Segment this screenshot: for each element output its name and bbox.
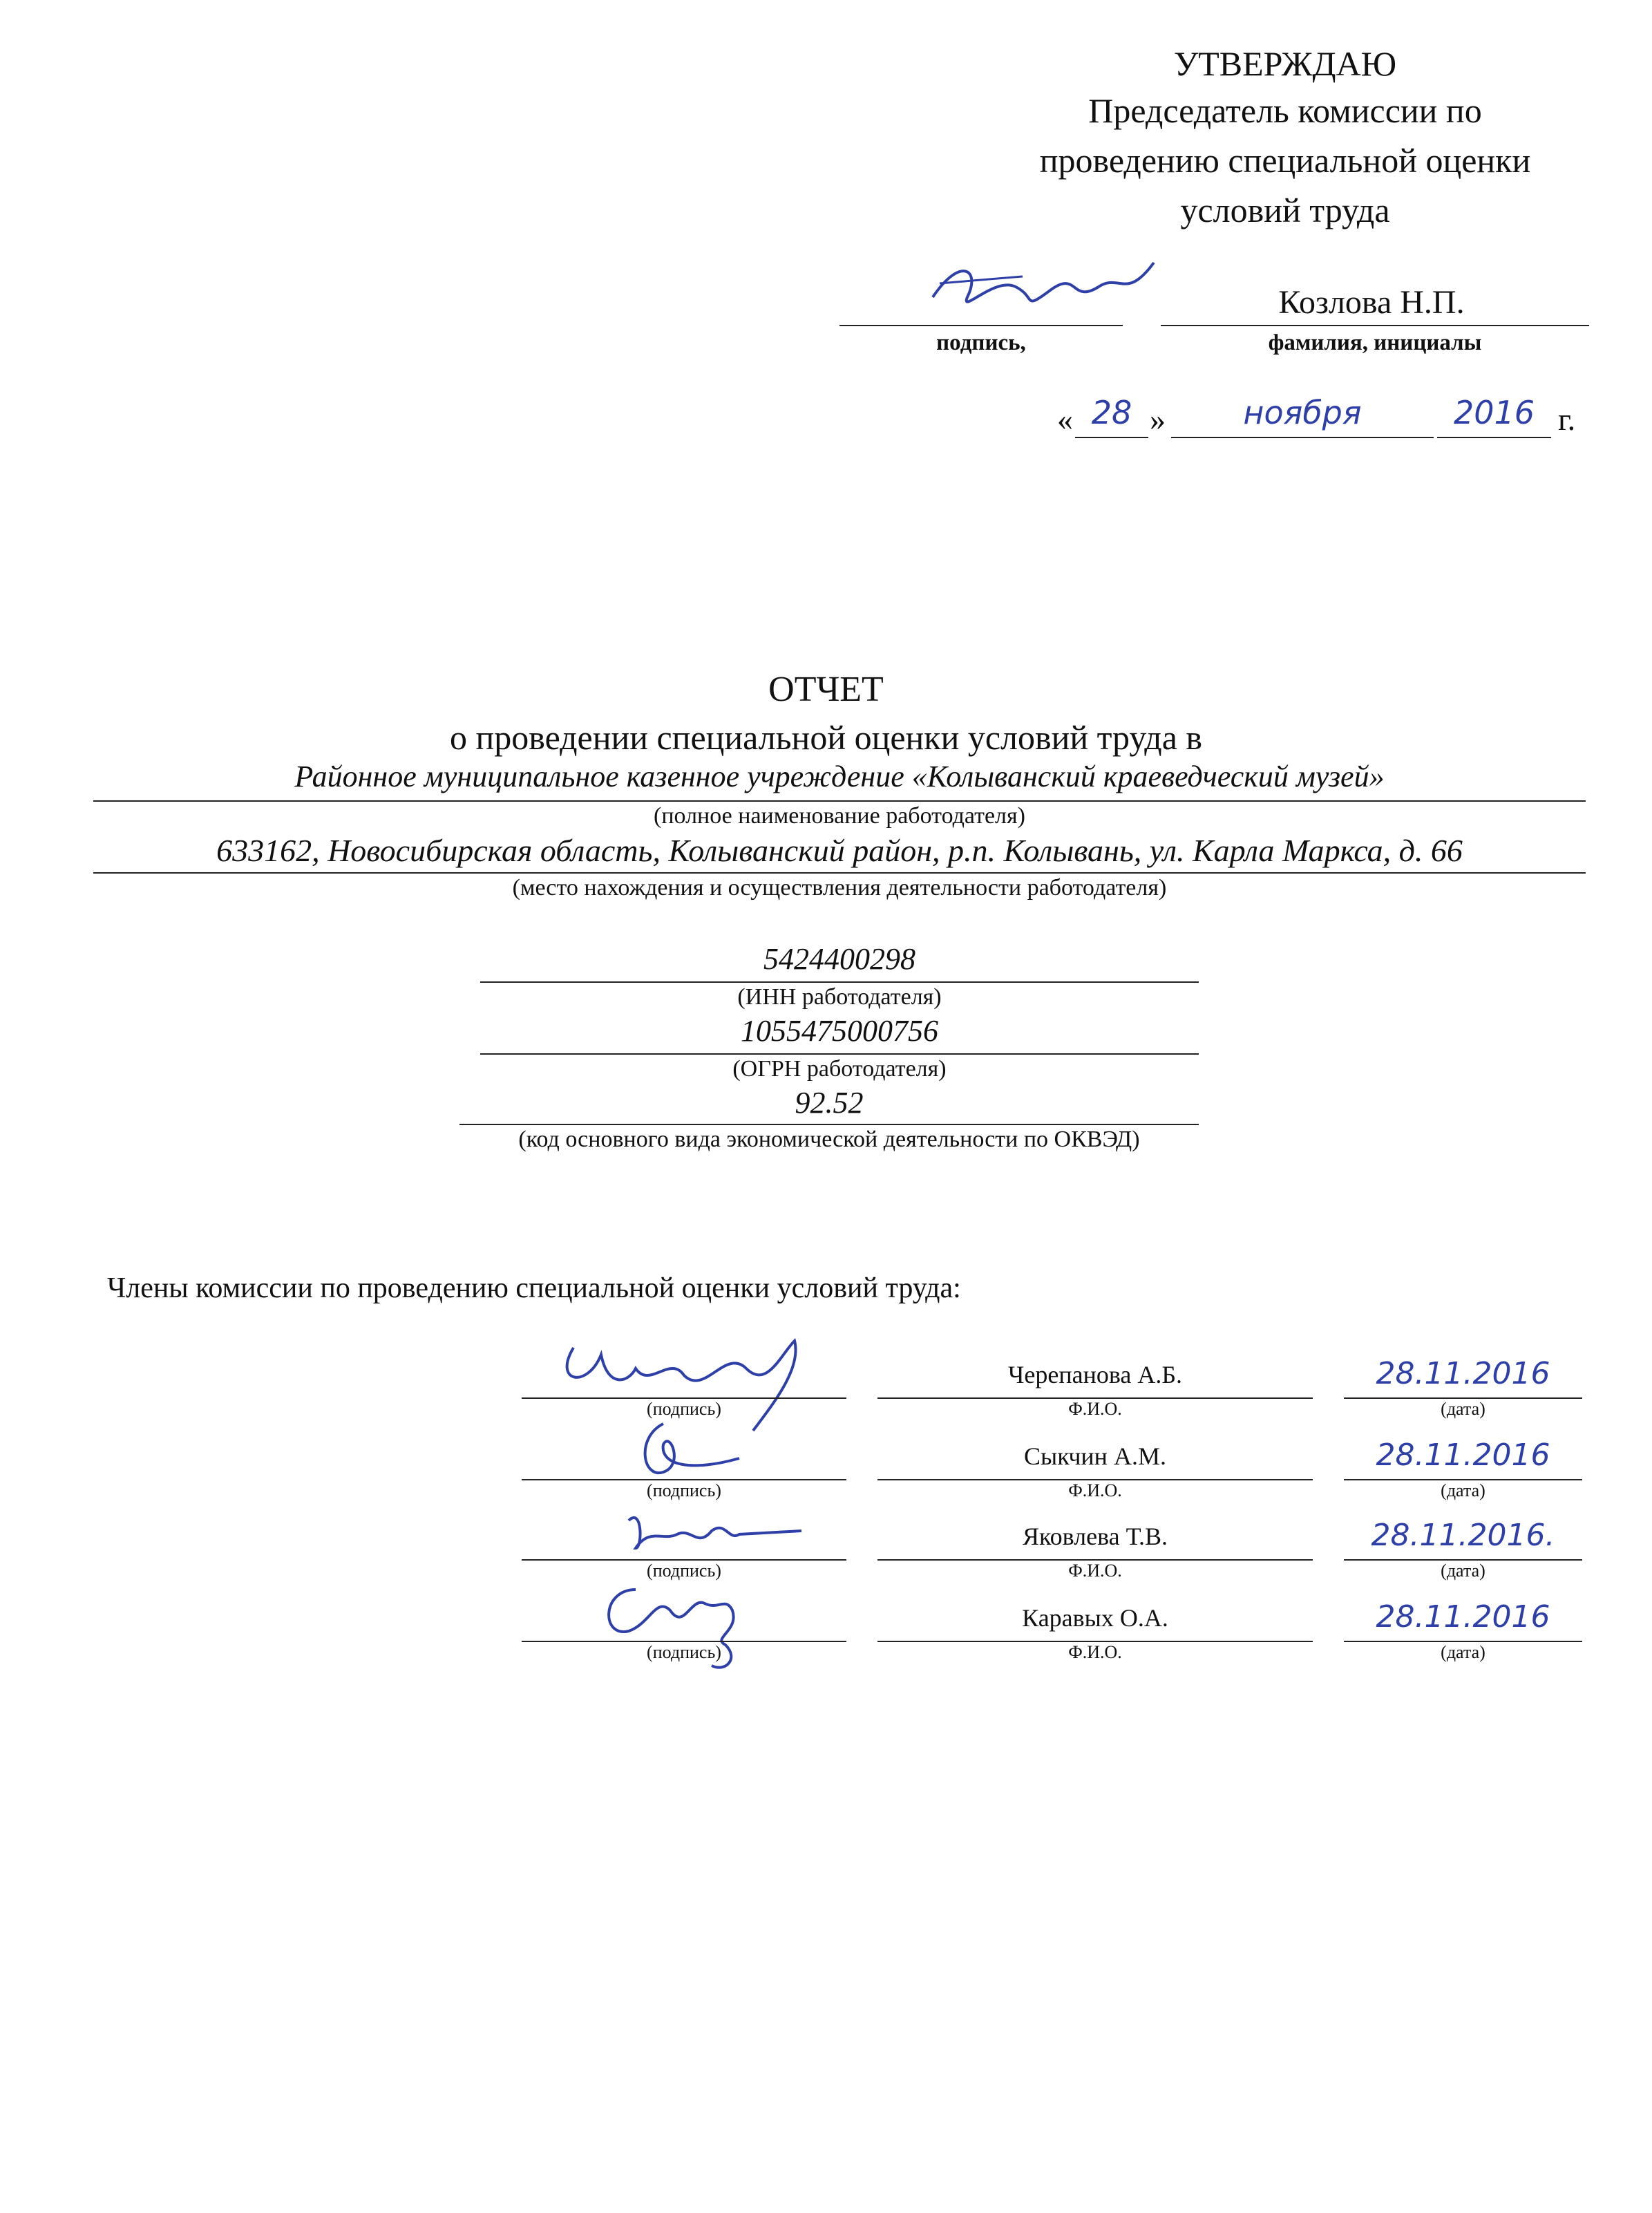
date-year-line	[1437, 437, 1551, 438]
okved-value: 92.52	[795, 1086, 864, 1120]
employer-address-line	[93, 872, 1586, 874]
date-suffix: г.	[1558, 402, 1576, 437]
inn-value: 5424400298	[763, 942, 915, 976]
member-4-name: Каравых О.А.	[1022, 1604, 1168, 1632]
member-4-signature	[587, 1569, 767, 1679]
employer-address-caption: (место нахождения и осуществления деятельности работодателя)	[512, 875, 1167, 901]
chairman-name-line	[1161, 325, 1589, 326]
inn-caption: (ИНН работодателя)	[737, 984, 942, 1010]
member-2-signature-caption: (подпись)	[647, 1480, 721, 1500]
ogrn-value: 1055475000756	[741, 1014, 938, 1048]
employer-address: 633162, Новосибирская область, Колыванский район, р.п. Колывань, ул. Карла Маркса, д. 66	[216, 833, 1463, 868]
report-subtitle: о проведении специальной оценки условий труда в	[450, 718, 1202, 757]
member-3-signature-caption: (подпись)	[647, 1561, 721, 1581]
ogrn-line	[480, 1053, 1199, 1055]
member-3-date: 28.11.2016.	[1371, 1518, 1555, 1553]
report-title: ОТЧЕТ	[768, 670, 884, 709]
member-1-signature-caption: (подпись)	[647, 1399, 721, 1419]
inn-line	[480, 981, 1199, 983]
member-2-name-caption: Ф.И.О.	[1068, 1480, 1122, 1500]
member-2-date-caption: (дата)	[1441, 1480, 1485, 1500]
date-open-quote: «	[1057, 402, 1073, 437]
date-day: 28	[1091, 394, 1132, 431]
date-close-quote: »	[1150, 402, 1166, 437]
member-3-name: Яковлева Т.В.	[1022, 1523, 1168, 1550]
date-month: ноября	[1243, 394, 1362, 431]
member-4-signature-caption: (подпись)	[647, 1642, 721, 1662]
date-day-line	[1075, 437, 1148, 438]
chairman-name-caption: фамилия, инициалы	[1268, 330, 1482, 355]
member-2-signature	[622, 1410, 774, 1486]
ogrn-caption: (ОГРН работодателя)	[732, 1056, 947, 1082]
chairman-signature	[919, 249, 1175, 325]
chairman-signature-line	[839, 325, 1123, 326]
member-2-date: 28.11.2016	[1376, 1438, 1550, 1473]
member-1-date: 28.11.2016	[1376, 1356, 1550, 1391]
member-4-name-caption: Ф.И.О.	[1068, 1642, 1122, 1662]
employer-name-line	[93, 800, 1586, 802]
member-2-name: Сыкчин А.М.	[1024, 1442, 1166, 1470]
date-year: 2016	[1453, 394, 1535, 431]
approval-role-line1: Председатель комиссии по	[1088, 91, 1482, 130]
date-month-line	[1171, 437, 1434, 438]
member-3-signature	[608, 1500, 815, 1562]
okved-caption: (код основного вида экономической деятельности по ОКВЭД)	[518, 1127, 1140, 1152]
approval-title: УТВЕРЖДАЮ	[1173, 44, 1397, 83]
chairman-signature-caption: подпись,	[936, 330, 1026, 355]
commission-heading: Члены комиссии по проведению специальной оценки условий труда:	[107, 1272, 961, 1304]
approval-role-line3: условий труда	[1180, 191, 1390, 229]
member-3-date-caption: (дата)	[1441, 1561, 1485, 1581]
member-1-date-caption: (дата)	[1441, 1399, 1485, 1419]
member-3-name-caption: Ф.И.О.	[1068, 1561, 1122, 1581]
chairman-name: Козлова Н.П.	[1278, 284, 1465, 321]
approval-role-line2: проведению специальной оценки	[1039, 141, 1531, 180]
employer-name: Районное муниципальное казенное учреждение «Колыванский краеведческий музей»	[294, 760, 1385, 793]
okved-line	[459, 1124, 1199, 1125]
member-1-name: Черепанова А.Б.	[1007, 1361, 1183, 1388]
member-4-date-caption: (дата)	[1441, 1642, 1485, 1662]
member-1-name-caption: Ф.И.О.	[1068, 1399, 1122, 1419]
member-4-date: 28.11.2016	[1376, 1599, 1550, 1635]
employer-name-caption: (полное наименование работодателя)	[654, 803, 1025, 829]
